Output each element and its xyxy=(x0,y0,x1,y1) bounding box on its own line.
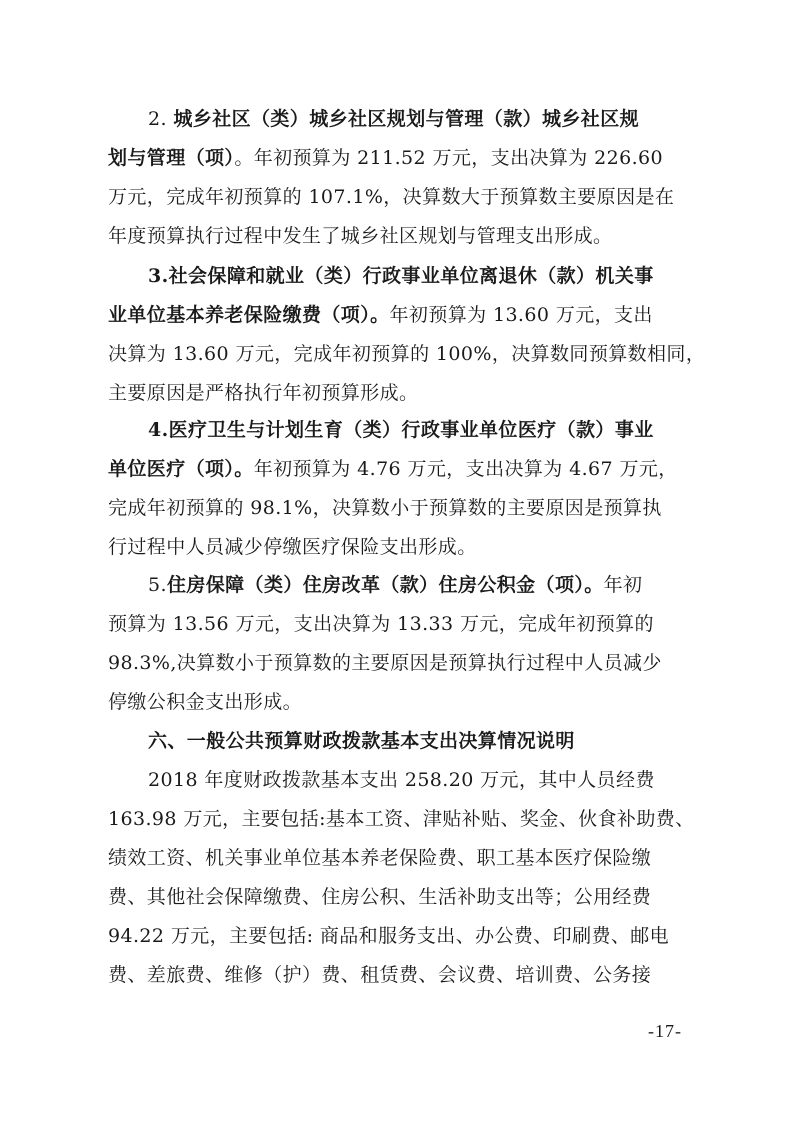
paragraph-4-line-1: 4.医疗卫生与计划生育（类）行政事业单位医疗（款）事业 xyxy=(148,419,654,441)
section-6-line-6: 费、差旅费、维修（护）费、租赁费、会议费、培训费、公务接 xyxy=(108,964,652,986)
paragraph-4-line-4: 行过程中人员减少停缴医疗保险支出形成。 xyxy=(108,536,477,558)
paragraph-2-line-4: 年度预算执行过程中发生了城乡社区规划与管理支出形成。 xyxy=(108,225,613,247)
paragraph-4-line-3: 完成年初预算的 98.1%，决算数小于预算数的主要原因是预算执 xyxy=(108,497,662,519)
paragraph-5-line-1 xyxy=(148,569,642,601)
paragraph-3-line-3: 决算为 13.60 万元，完成年初预算的 100%，决算数同预算数相同， xyxy=(108,343,706,365)
section-heading: 六、一般公共预算财政拨款基本支出决算情况说明 xyxy=(148,730,575,752)
page-number: -17- xyxy=(648,1021,682,1041)
paragraph-3-line-2 xyxy=(108,299,653,331)
paragraph-5-line-2: 预算为 13.56 万元，支出决算为 13.33 万元，完成年初预算的 xyxy=(108,613,654,635)
paragraph-3-line-4: 主要原因是严格执行年初预算形成。 xyxy=(108,382,419,404)
paragraph-5-line-4: 停缴公积金支出形成。 xyxy=(108,691,303,713)
item-title: 住房保障（类）住房改革（款）住房公积金（项）。 xyxy=(166,574,604,596)
section-6-line-5: 94.22 万元，主要包括: 商品和服务支出、办公费、印刷费、邮电 xyxy=(108,925,670,947)
paragraph-2-line-1 xyxy=(148,103,639,135)
item-text: 年初 xyxy=(603,574,643,596)
item-text: 年初预算为 4.76 万元，支出决算为 4.67 万元， xyxy=(253,458,678,480)
paragraph-2-line-2 xyxy=(108,142,663,174)
section-6-line-4: 费、其他社会保障缴费、住房公积、生活补助支出等；公用经费 xyxy=(108,886,652,908)
item-title-cont: 业单位基本养老保险缴费（项）。 xyxy=(108,304,390,326)
item-number: 2. xyxy=(148,108,167,130)
item-title-cont: 单位医疗（项）。 xyxy=(108,458,254,480)
item-text: 年初预算为 13.60 万元，支出 xyxy=(389,304,653,326)
section-6-line-3: 绩效工资、机关事业单位基本养老保险费、职工基本医疗保险缴 xyxy=(108,847,652,869)
item-title-cont: 划与管理（项） xyxy=(108,147,235,169)
item-number: 5. xyxy=(148,574,167,596)
section-6-line-2: 163.98 万元，主要包括:基本工资、津贴补贴、奖金、伙食补助费、 xyxy=(108,808,695,830)
paragraph-5-line-3: 98.3%,决算数小于预算数的主要原因是预算执行过程中人员减少 xyxy=(108,652,662,674)
section-6-line-1: 2018 年度财政拨款基本支出 258.20 万元，其中人员经费 xyxy=(148,769,655,791)
paragraph-2-line-3: 万元，完成年初预算的 107.1%，决算数大于预算数主要原因是在 xyxy=(108,186,675,208)
paragraph-4-line-2 xyxy=(108,453,678,485)
paragraph-3-line-1: 3.社会保障和就业（类）行政事业单位离退休（款）机关事 xyxy=(148,265,654,287)
item-text: 。年初预算为 211.52 万元，支出决算为 226.60 xyxy=(234,147,663,169)
item-title: 城乡社区（类）城乡社区规划与管理（款）城乡社区规 xyxy=(173,108,639,130)
